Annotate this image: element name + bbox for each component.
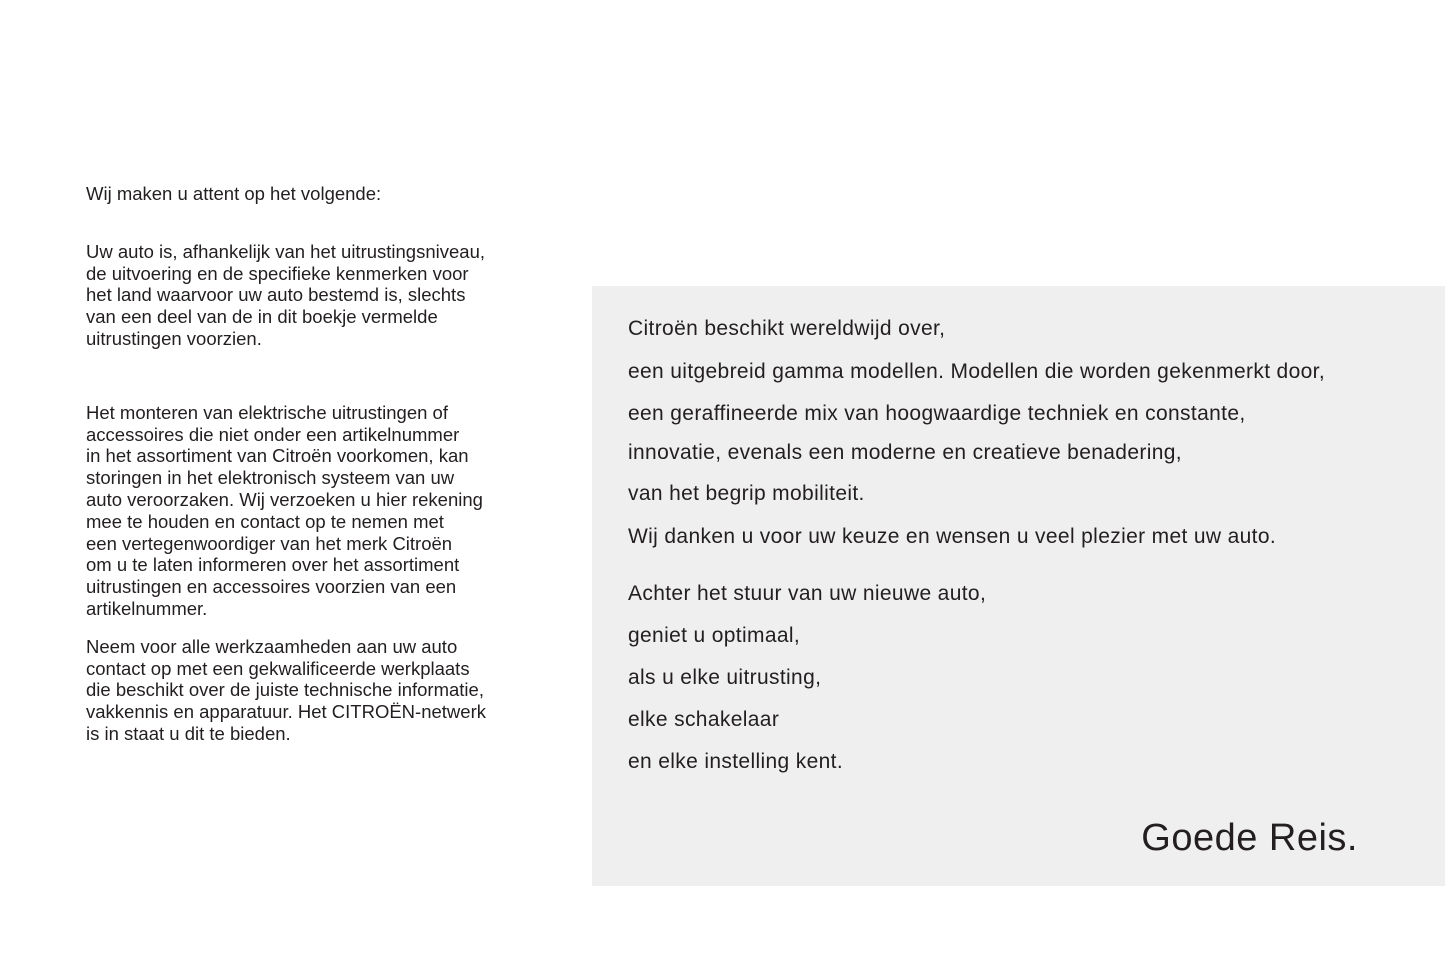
closing-greeting: Goede Reis. [1141, 817, 1358, 859]
welcome-line: van het begrip mobiliteit. [628, 482, 865, 505]
welcome-line: een uitgebreid gamma modellen. Modellen die worden gekenmerkt door, [628, 360, 1326, 383]
welcome-text [628, 316, 1418, 775]
welcome-line: Citroën beschikt wereldwijd over, [628, 317, 946, 340]
welcome-line: en elke instelling kent. [628, 750, 844, 773]
notice-intro: Wij maken u attent op het volgende: [86, 183, 382, 204]
welcome-panel [592, 286, 1445, 886]
equipment-level-paragraph: Uw auto is, afhankelijk van het uitrustingsniveau, de uitvoering en de specifieke kenmerken voor het land waarvoor uw auto bestemd is, slechts van een deel van de in dit boekje vermelde uitrustingen voorzien. [86, 240, 485, 349]
welcome-line: een geraffineerde mix van hoogwaardige techniek en constante, [628, 402, 1246, 425]
welcome-line: als u elke uitrusting, [628, 666, 822, 689]
notice-column [86, 183, 546, 745]
welcome-line: geniet u optimaal, [628, 624, 801, 647]
electrical-accessories-paragraph: Het monteren van elektrische uitrustingen of accessoires die niet onder een artikelnummer in het assortiment van Citroën voorkomen, kan storingen in het elektronisch systeem van uw auto veroorzaken. Wij verzoeken u hier rekening mee te houden en contact op te nemen met een vertegenwoordiger van het merk Citroën om u te laten informeren over het assortiment uitrustingen en accessoires voorzien van een artikelnummer. [86, 401, 483, 619]
welcome-line: elke schakelaar [628, 708, 780, 731]
welcome-line: Achter het stuur van uw nieuwe auto, [628, 582, 987, 605]
welcome-line: innovatie, evenals een moderne en creatieve benadering, [628, 441, 1182, 464]
workshop-paragraph: Neem voor alle werkzaamheden aan uw auto contact op met een gekwalificeerde werkplaats die beschikt over de juiste technische informatie, vakkennis en apparatuur. Het CITROËN-netwerk is in staat u dit te bieden. [86, 635, 486, 744]
welcome-line: Wij danken u voor uw keuze en wensen u veel plezier met uw auto. [628, 525, 1277, 548]
